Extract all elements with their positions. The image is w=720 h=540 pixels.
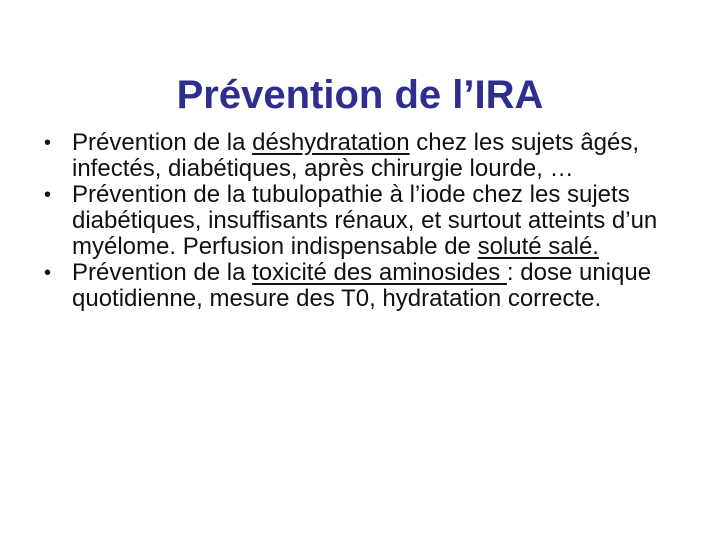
- underlined-term: toxicité des aminosides: [252, 259, 507, 286]
- underlined-term: déshydratation: [252, 129, 410, 156]
- bullet-icon: •: [44, 132, 52, 154]
- bullet-item-iodine: [44, 182, 694, 260]
- bullet-text-post: chez les sujets âgés, infectés, diabétiques, après chirurgie lourde, …: [72, 129, 640, 182]
- bullet-text-pre: Prévention de la: [72, 259, 253, 286]
- slide-title: Prévention de l’IRA: [176, 72, 544, 117]
- bullet-item-aminosides: [44, 260, 694, 312]
- bullet-item-dehydration: [44, 130, 694, 182]
- bullet-text-pre: Prévention de la tubulopathie à l’iode chez les sujets diabétiques, insuffisants rénaux, et surtout atteints d’un myélome. Perfusion indispensable de: [72, 181, 658, 260]
- bullet-list: [44, 130, 694, 312]
- bullet-icon: •: [44, 184, 52, 206]
- bullet-icon: •: [44, 262, 52, 284]
- bullet-text-pre: Prévention de la: [72, 129, 253, 156]
- bullet-text-post: : dose unique quotidienne, mesure des T0, hydratation correcte.: [72, 259, 652, 312]
- underlined-term: soluté salé.: [477, 233, 599, 260]
